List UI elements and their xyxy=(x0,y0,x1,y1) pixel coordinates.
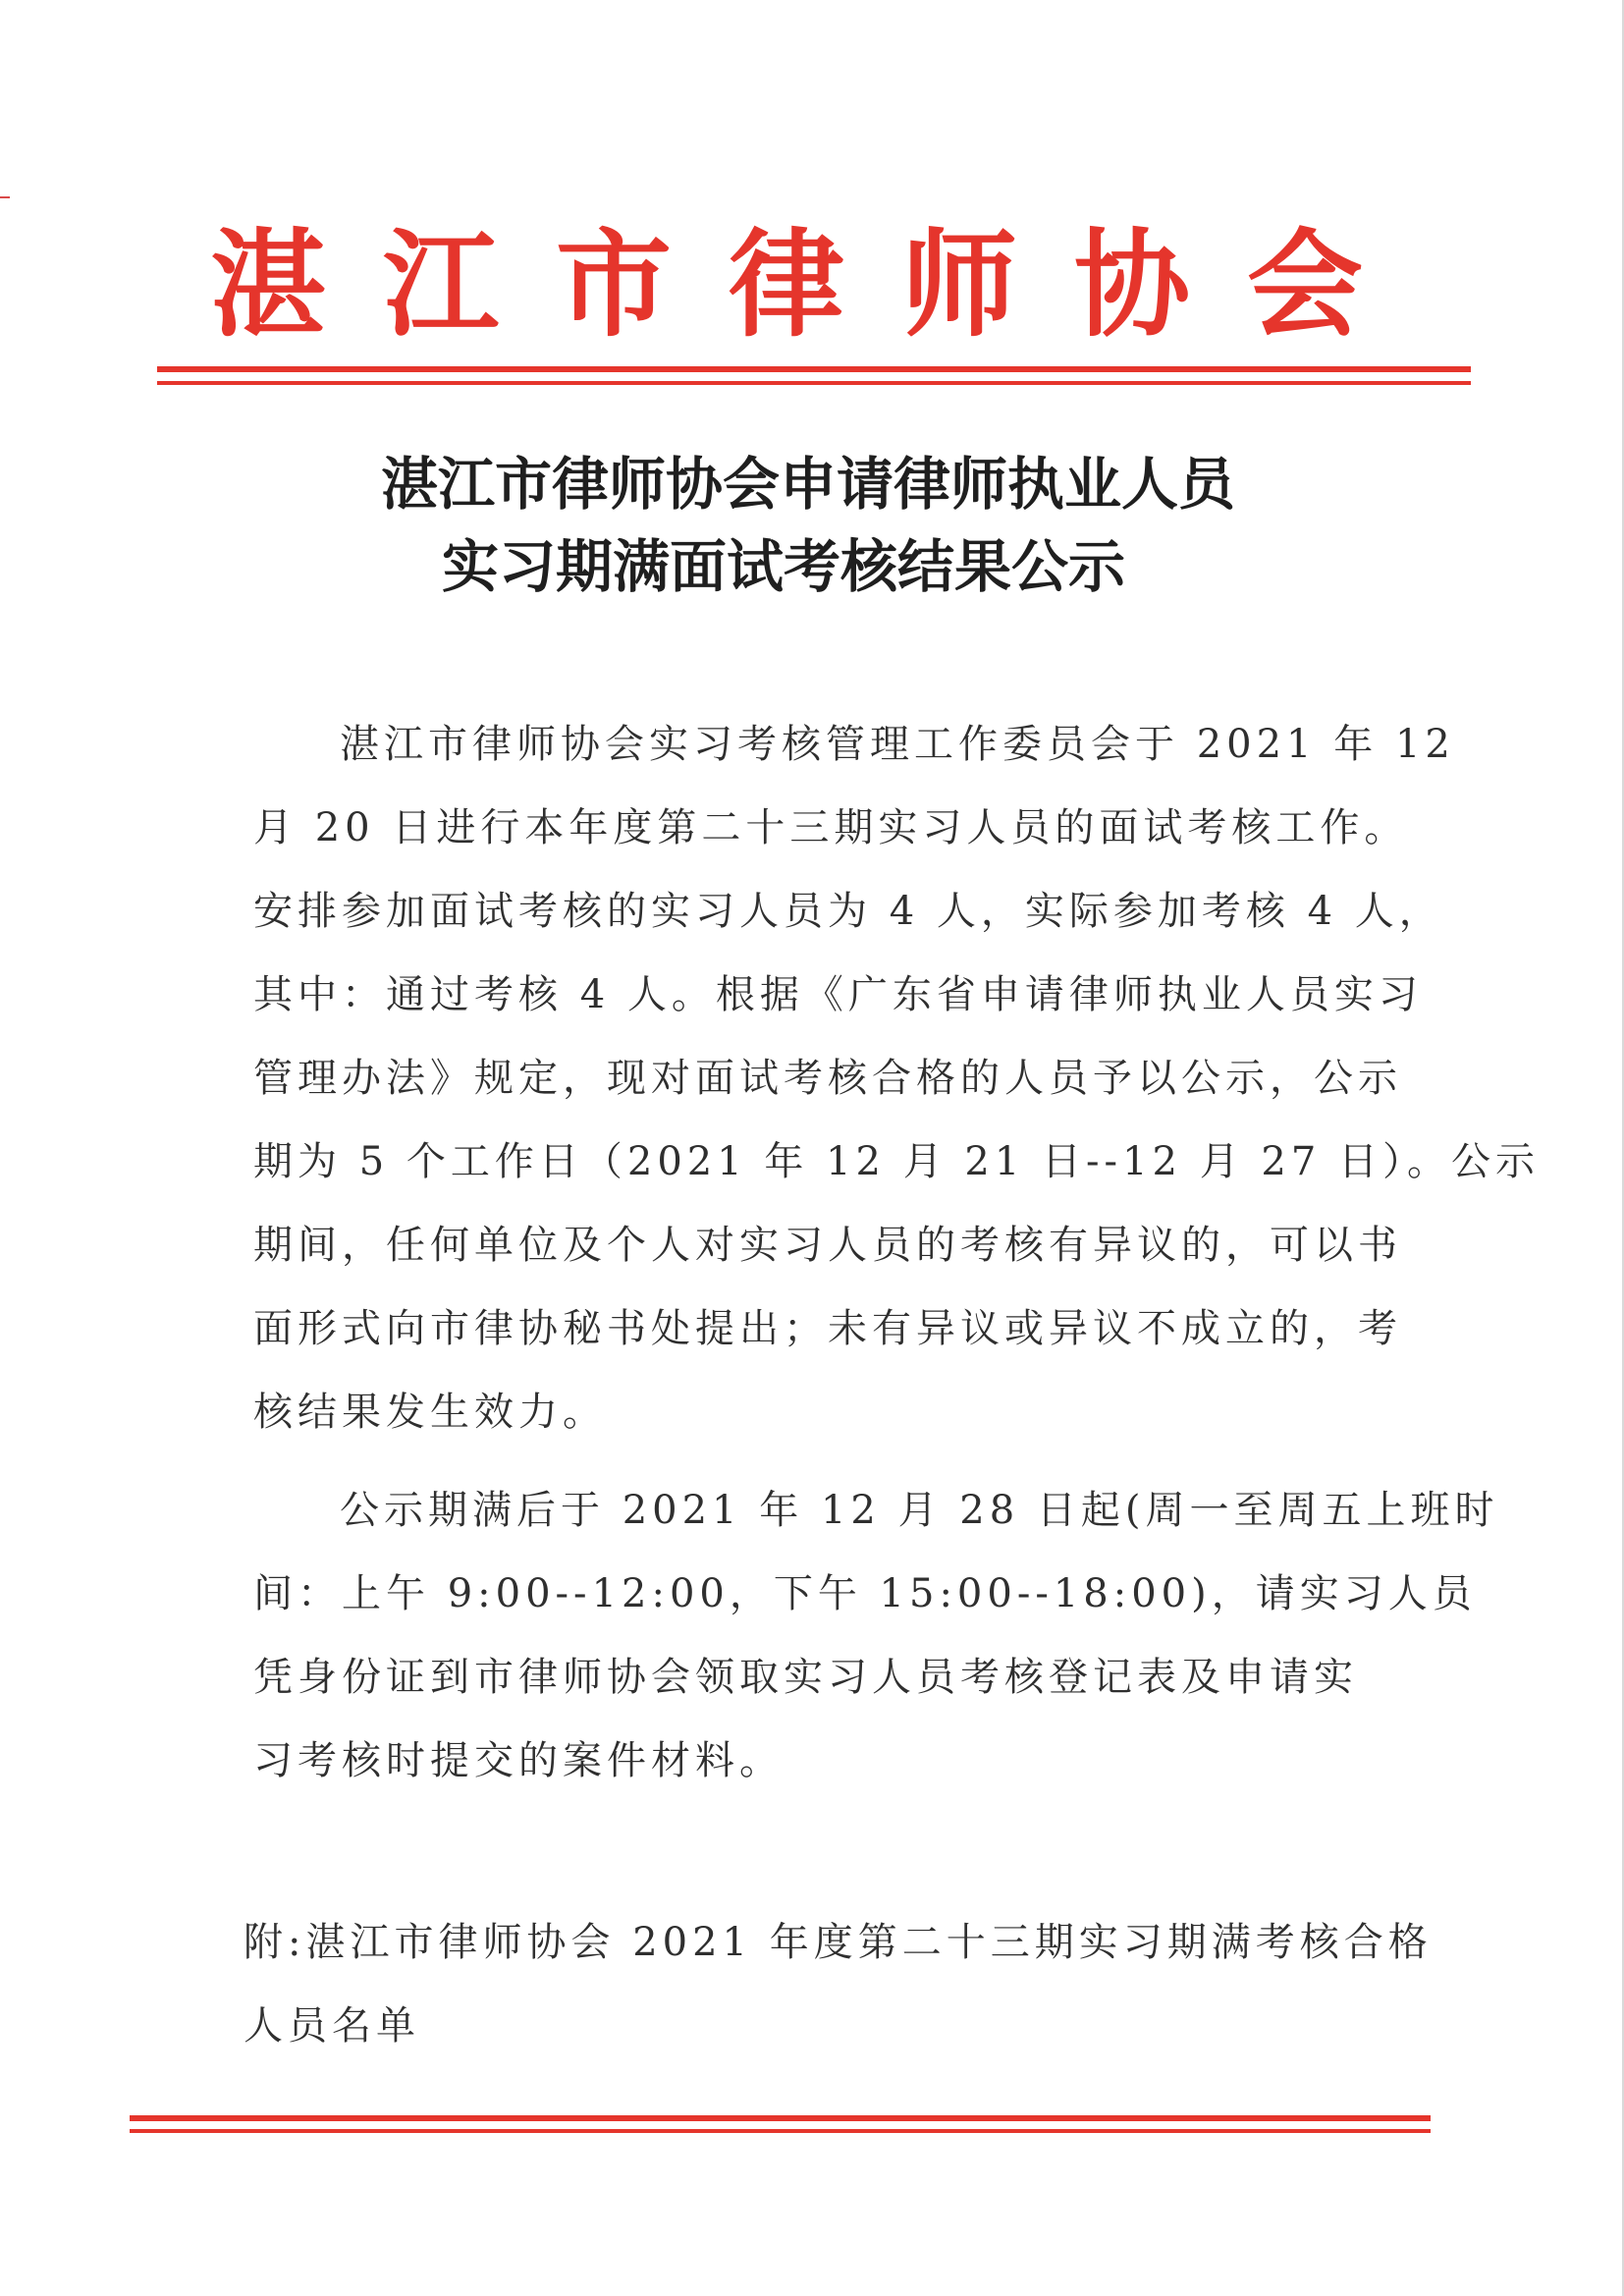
document-title-line-1: 湛江市律师协会申请律师执业人员 xyxy=(381,451,1236,518)
paragraph-line: 安排参加面试考核的实习人员为 4 人，实际参加考核 4 人， xyxy=(253,889,1443,934)
paragraph-line: 凭身份证到市律师协会领取实习人员考核登记表及申请实 xyxy=(253,1655,1358,1700)
document-title-line-2: 实习期满面试考核结果公示 xyxy=(442,533,1126,600)
footer-rule-thin xyxy=(130,2129,1431,2133)
paragraph-line: 湛江市律师协会实习考核管理工作委员会于 2021 年 12 xyxy=(340,722,1455,767)
paragraph-line: 核结果发生效力。 xyxy=(253,1390,607,1435)
letterhead-rule-thick xyxy=(157,366,1471,372)
margin-mark xyxy=(0,196,10,198)
paragraph-line: 其中：通过考核 4 人。根据《广东省申请律师执业人员实习 xyxy=(253,972,1423,1017)
paragraph-line: 公示期满后于 2021 年 12 月 28 日起(周一至周五上班时 xyxy=(340,1488,1499,1533)
footer-rule-thick xyxy=(130,2115,1431,2121)
paragraph-line: 习考核时提交的案件材料。 xyxy=(253,1738,784,1783)
paragraph-line: 间：上午 9:00--12:00，下午 15:00--18:00)，请实习人员 xyxy=(253,1571,1477,1616)
paragraph-line: 管理办法》规定，现对面试考核合格的人员予以公示，公示 xyxy=(253,1056,1402,1101)
paragraph-line: 面形式向市律协秘书处提出；未有异议或异议不成立的，考 xyxy=(253,1306,1402,1351)
paragraph-line: 月 20 日进行本年度第二十三期实习人员的面试考核工作。 xyxy=(253,805,1409,850)
letterhead-rule-thin xyxy=(157,381,1471,385)
letterhead-title: 湛江市律师协会 xyxy=(209,217,1420,353)
paragraph-line: 人员名单 xyxy=(244,2003,420,2049)
paragraph-line: 附:湛江市律师协会 2021 年度第二十三期实习期满考核合格 xyxy=(244,1920,1433,1965)
paragraph-line: 期为 5 个工作日（2021 年 12 月 21 日--12 月 27 日）。公示 xyxy=(253,1139,1541,1184)
paragraph-line: 期间，任何单位及个人对实习人员的考核有异议的，可以书 xyxy=(253,1223,1402,1268)
